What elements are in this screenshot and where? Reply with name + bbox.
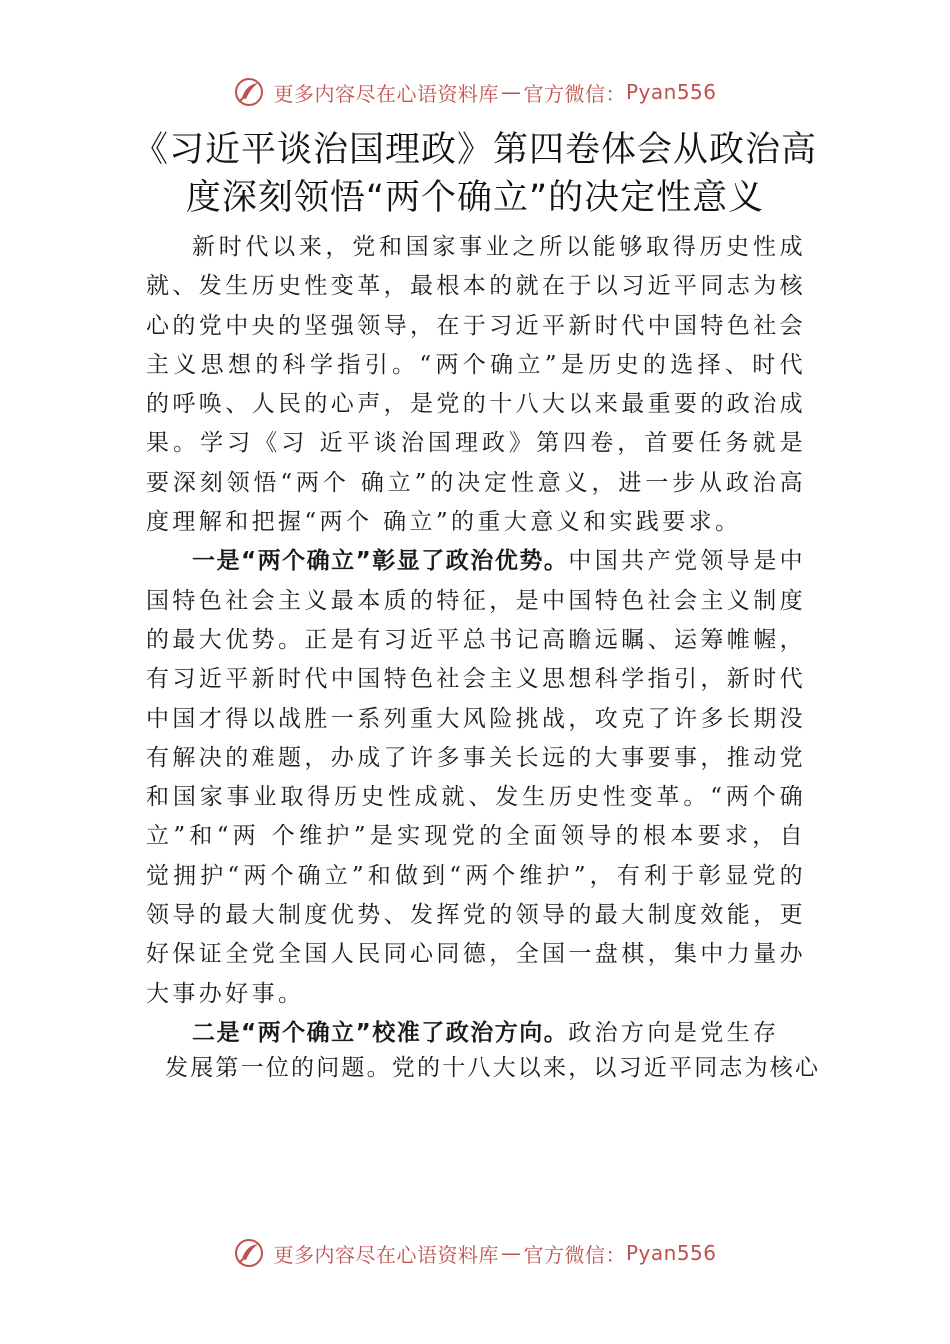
banner-wechat-id: Pyan556 xyxy=(625,1241,717,1265)
paragraph-body-2: 政治方向是党生存 xyxy=(568,1019,780,1046)
title-line-1: 《习近平谈治国理政》第四卷体会从政治高 xyxy=(132,130,817,170)
banner-separator: — xyxy=(500,1241,522,1265)
paragraph-political-direction xyxy=(146,1014,806,1053)
paragraph-lead-2: 二是“两个确立”校准了政治方向。 xyxy=(192,1019,569,1046)
brand-logo-icon xyxy=(233,76,265,108)
paragraph-lead-1: 一是“两个确立”彰显了政治优势。 xyxy=(192,548,569,575)
document-body xyxy=(146,228,806,1053)
brand-logo-icon xyxy=(233,1237,265,1269)
header-banner xyxy=(0,72,950,112)
paragraph-continuation: 发展第一位的问题。党的十八大以来，以习近平同志为核心 xyxy=(165,1055,821,1081)
paragraph-body-1: 中国共产党领导是中国特色社会主义最本质的特征，是中国特色社会主义制度的最大优势。正是有习近平总书记高瞻远瞩、运筹帷幄，有习近平新时代中国特色社会主义思想科学指引，新时代中国才得以战胜一系列重大风险挑战，攻克了许多长期没有解决的难题，办成了许多事关长远的大事要事，推动党和国家事业取得历史性成就、发生历史性变革。“两个确立”和“两 个维护”是实现党的全面领导的根本要求，自觉拥护“两个确立”和做到“两个维护”，有利于彰显党的领导的最大制度优势、发挥党的领导的最大制度效能，更好保证全党全国人民同心同德，全国一盘棋，集中力量办大事办好事。 xyxy=(146,548,806,1007)
banner-text: 更多内容尽在心语资料库 xyxy=(273,1242,499,1267)
paragraph-intro: 新时代以来，党和国家事业之所以能够取得历史性成就、发生历史性变革，最根本的就在于以习近平同志为核心的党中央的坚强领导，在于习近平新时代中国特色社会主义思想的科学指引。“两个确立”是历史的选择、时代的呼唤、人民的心声，是党的十八大以来最重要的政治成果。学习《习 近平谈治国理政》第四卷，首要任务就是要深刻领悟“两个 确立”的决定性意义，进一步从政治高度理解和把握“两个 确立”的重大意义和实践要求。 xyxy=(146,234,806,536)
banner-wechat-label: 官方微信： xyxy=(523,1242,626,1267)
banner-separator: — xyxy=(500,80,522,104)
banner-text: 更多内容尽在心语资料库 xyxy=(273,81,499,106)
banner-wechat-label: 官方微信： xyxy=(523,81,626,106)
footer-banner xyxy=(0,1233,950,1273)
paragraph-political-advantage xyxy=(146,542,806,1014)
title-line-2: 度深刻领悟“两个确立”的决定性意义 xyxy=(185,178,765,218)
document-title xyxy=(0,126,950,222)
banner-wechat-id: Pyan556 xyxy=(625,80,717,104)
